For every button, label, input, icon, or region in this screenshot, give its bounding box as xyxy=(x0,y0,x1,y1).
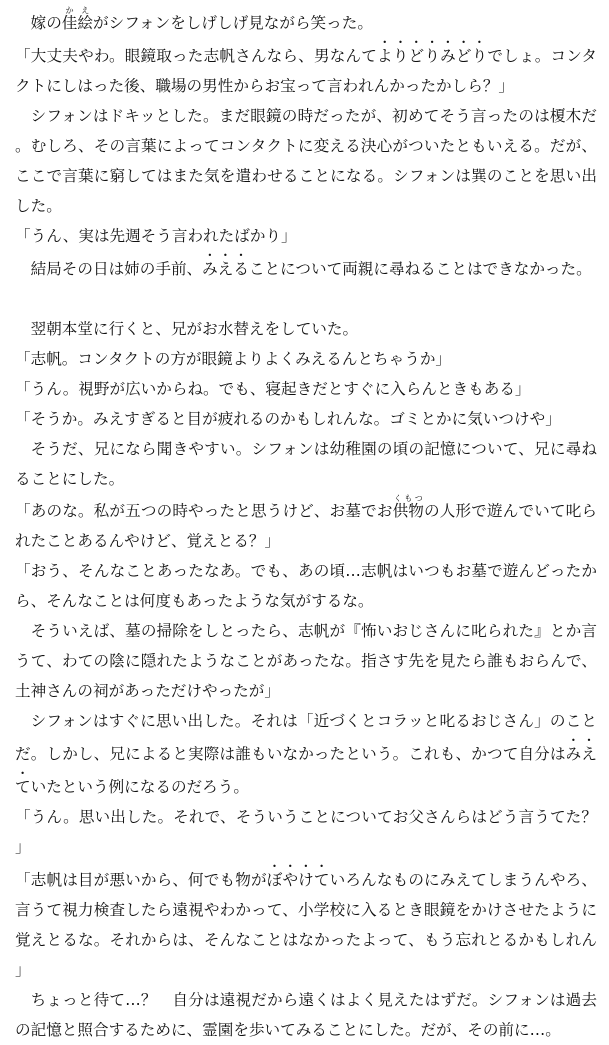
paragraph xyxy=(15,706,597,802)
ruby-kae xyxy=(61,6,93,32)
emphasis-text: みえて xyxy=(15,745,597,796)
ruby-base: 佳絵 xyxy=(61,14,93,32)
dialogue-line xyxy=(15,494,597,556)
ruby-kumotsu xyxy=(392,494,425,520)
paragraph: ちょっと待て…？ 自分は遠視だから遠くはよく見えたはずだ。シフォンは過去の記憶と照合するために、霊園を歩いてみることにした。だが、その前に…。 xyxy=(15,991,597,1039)
text-run: いたという例になるのだろう。 xyxy=(30,778,249,796)
paragraph: そういえば、墓の掃除をしとったら、志帆が『怖いおじさんに叱られた』とか言うて、わての陰に隠れたようなことがあったな。指さす先を見たら誰もおらんで、土神さんの祠があっただけやったが」 xyxy=(15,622,597,700)
dialogue-line: 「うん。視野が広いからね。でも、寝起きだとすぐに入らんときもある」 xyxy=(15,380,531,398)
dialogue-line: 「志帆。コンタクトの方が眼鏡よりよくみえるんとちゃうか」 xyxy=(15,350,452,368)
dialogue-line xyxy=(15,862,597,985)
dialogue-line xyxy=(15,38,597,101)
dialogue-line: 「そうか。みえすぎると目が疲れるのかもしれんな。ゴミとかに気いつけや」 xyxy=(15,410,561,428)
text-run: の人形で遊んでいて叱られたことあるんやけど、覚えとる？」 xyxy=(15,502,597,550)
dialogue-line: 「うん。思い出した。それで、そういうことについてお父さんらはどう言うてた？」 xyxy=(15,808,597,856)
text-run: 「志帆は目が悪いから、何でも物が xyxy=(15,871,267,889)
text-run: 「大丈夫やわ。眼鏡取った志帆さんなら、男なんて xyxy=(15,47,378,65)
dialogue-line: 「うん、実は先週そう言われたばかり」 xyxy=(15,227,297,245)
emphasis-text: よりどりみどり xyxy=(377,47,488,65)
novel-page xyxy=(15,6,597,1045)
paragraph xyxy=(15,251,597,284)
scene-break xyxy=(15,284,597,314)
text-run: がシフォンをしげしげ見ながら笑った。 xyxy=(93,14,373,32)
ruby-reading: かえ xyxy=(61,6,93,15)
paragraph: そうだ、兄になら聞きやすい。シフォンは幼稚園の頃の記憶について、兄に尋ねることにした。 xyxy=(15,440,597,488)
ruby-base: 供物 xyxy=(392,502,425,520)
paragraph: 翌朝本堂に行くと、兄がお水替えをしていた。 xyxy=(30,320,359,338)
paragraph: シフォンはドキッとした。まだ眼鏡の時だったが、初めてそう言ったのは榎木だ。むしろ、その言葉によってコンタクトに変える決心がついたともいえる。だが、ここで言葉に窮してはまた気を遣わせることになる。シフォンは巽のことを思い出した。 xyxy=(15,107,597,215)
text-run: 結局その日は姉の手前、 xyxy=(30,260,203,278)
emphasis-text: ぼやけて xyxy=(266,871,330,889)
text-run: 嫁の xyxy=(30,14,62,32)
text-run: でしょ。コンタクトにしはった後、職場の男性からお宝って言われんかったかしら？」 xyxy=(15,47,597,95)
paragraph xyxy=(15,6,597,38)
ruby-reading: くもつ xyxy=(392,494,424,503)
text-run: ことについて両親に尋ねることはできなかった。 xyxy=(248,260,592,278)
text-run: シフォンはすぐに思い出した。それは「近づくとコラッと叱るおじさん」のことだ。しかし、兄によると実際は誰もいなかったという。これも、かつて自分は xyxy=(15,712,597,763)
text-run: 「あのな。私が五つの時やったと思うけど、お墓でお xyxy=(15,502,393,520)
emphasis-text: みえる xyxy=(202,260,249,278)
dialogue-line: 「おう、そんなことあったなあ。でも、あの頃…志帆はいつもお墓で遊んどったから、そんなことは何度もあったような気がするな。 xyxy=(15,562,597,610)
text-run: いろんなものにみえてしまうんやろ、言うて視力検査したら遠視やわかって、小学校に入るとき眼鏡をかけさせたように覚えとるな。それからは、そんなことはなかったよって、もう忘れとるかもしれん」 xyxy=(15,871,597,979)
